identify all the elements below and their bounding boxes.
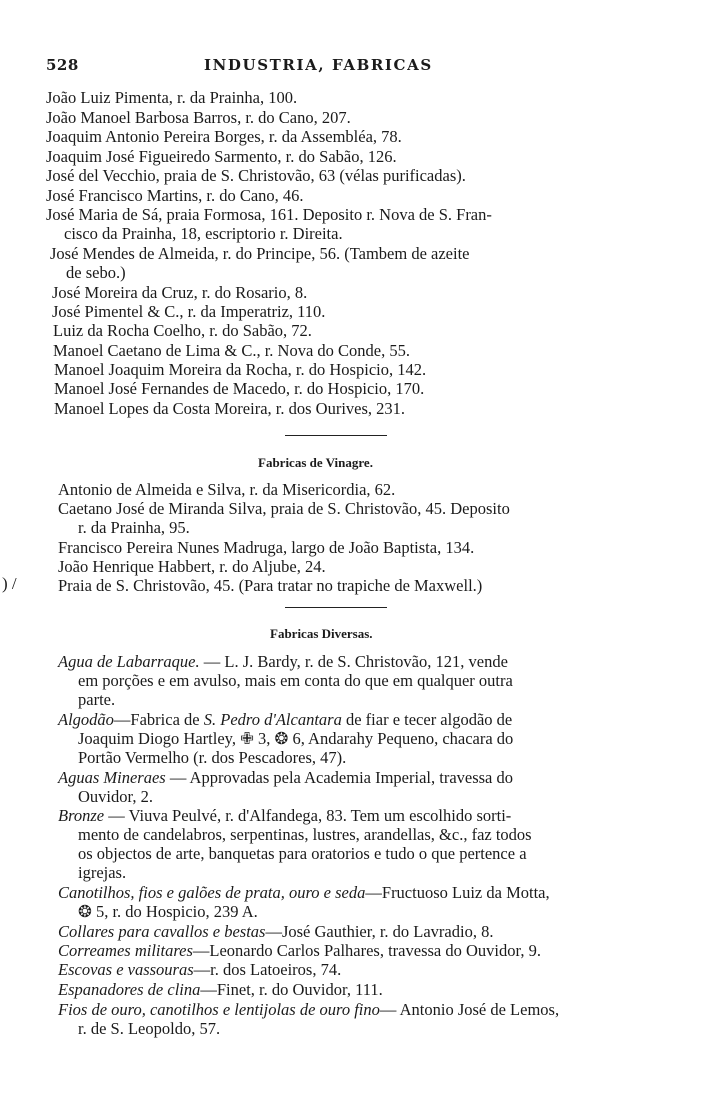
list-item: Manoel Caetano de Lima & C., r. Nova do Conde, 55.	[53, 341, 410, 360]
list-item: Manoel Lopes da Costa Moreira, r. dos Ourives, 231.	[54, 399, 406, 418]
section-divider	[285, 607, 387, 608]
list-item-continuation: em porções e em avulso, mais em conta do que em qualquer outra	[78, 671, 513, 690]
list-item: Joaquim José Figueiredo Sarmento, r. do Sabão, 126.	[46, 147, 397, 166]
list-item: Aguas Mineraes — Approvadas pela Academia Imperial, travessa do	[58, 768, 514, 787]
list-item: Agua de Labarraque. — L. J. Bardy, r. de S. Christovão, 121, vende	[58, 652, 508, 671]
page-header	[46, 56, 656, 80]
list-item: João Manoel Barbosa Barros, r. do Cano, 207.	[46, 108, 351, 127]
list-item: Manoel José Fernandes de Macedo, r. do Hospicio, 170.	[54, 379, 425, 398]
list-item: Praia de S. Christovão, 45. (Para tratar no trapiche de Maxwell.)	[58, 576, 483, 595]
list-item: Collares para cavallos e bestas—José Gauthier, r. do Lavradio, 8.	[58, 922, 494, 941]
list-item: Luiz da Rocha Coelho, r. do Sabão, 72.	[53, 321, 312, 340]
entry-label: Correames militares	[58, 941, 193, 960]
list-item-continuation: r. da Prainha, 95.	[78, 518, 190, 537]
list-item: Fios de ouro, canotilhos e lentijolas de ouro fino— Antonio José de Lemos,	[58, 1000, 560, 1019]
list-item: Bronze — Viuva Peulvé, r. d'Alfandega, 83. Tem um escolhido sorti-	[58, 806, 512, 825]
list-item-continuation: Joaquim Diogo Hartley, ✙ 3, ❂ 6, Andarahy Pequeno, chacara do	[78, 729, 514, 748]
list-item: Francisco Pereira Nunes Madruga, largo de João Baptista, 134.	[58, 538, 475, 557]
entry-label: Agua de Labarraque.	[58, 652, 200, 671]
list-item: Espanadores de clina—Finet, r. do Ouvidor, 111.	[58, 980, 383, 999]
list-item-continuation: Ouvidor, 2.	[78, 787, 153, 806]
list-item-continuation: mento de candelabros, serpentinas, lustres, arandellas, &c., faz todos	[78, 825, 532, 844]
list-item: José Francisco Martins, r. do Cano, 46.	[46, 186, 304, 205]
list-item: Correames militares—Leonardo Carlos Palhares, travessa do Ouvidor, 9.	[58, 941, 541, 960]
list-item: João Luiz Pimenta, r. da Prainha, 100.	[46, 88, 298, 107]
list-item: Algodão—Fabrica de S. Pedro d'Alcantara de fiar e tecer algodão de	[58, 710, 513, 729]
entry-label: Espanadores de clina	[58, 980, 201, 999]
entry-label: Bronze	[58, 806, 105, 825]
list-item-continuation: de sebo.)	[66, 263, 126, 282]
section-heading-vinagre: Fabricas de Vinagre.	[258, 455, 373, 470]
list-item: Escovas e vassouras—r. dos Latoeiros, 74.	[58, 960, 342, 979]
section-heading-diversas: Fabricas Diversas.	[270, 626, 373, 641]
list-item-continuation: igrejas.	[78, 863, 127, 882]
list-item-continuation: Portão Vermelho (r. dos Pescadores, 47).	[78, 748, 347, 767]
list-item: João Henrique Habbert, r. do Aljube, 24.	[58, 557, 326, 576]
entry-label: Algodão	[58, 710, 114, 729]
list-item-continuation: os objectos de arte, banquetas para oratorios e tudo o que pertence a	[78, 844, 527, 863]
list-item: Caetano José de Miranda Silva, praia de S. Christovão, 45. Deposito	[58, 499, 510, 518]
entry-label: Escovas e vassouras	[58, 960, 194, 979]
list-item: José Moreira da Cruz, r. do Rosario, 8.	[52, 283, 308, 302]
margin-mark: ) /	[2, 574, 17, 593]
list-item: José del Vecchio, praia de S. Christovão, 63 (vélas purificadas).	[46, 166, 466, 185]
list-item: José Mendes de Almeida, r. do Principe, 56. (Tambem de azeite	[50, 244, 470, 263]
list-item: Joaquim Antonio Pereira Borges, r. da Assembléa, 78.	[46, 127, 402, 146]
section-divider	[285, 435, 387, 436]
entry-label: Canotilhos, fios e galões de prata, ouro e seda	[58, 883, 366, 902]
list-item-continuation: parte.	[78, 690, 116, 709]
list-item-continuation: ❂ 5, r. do Hospicio, 239 A.	[78, 902, 258, 921]
list-item-continuation: r. de S. Leopoldo, 57.	[78, 1019, 221, 1038]
entry-label: Aguas Mineraes	[58, 768, 166, 787]
entry-label: Collares para cavallos e bestas	[58, 922, 266, 941]
list-item: José Pimentel & C., r. da Imperatriz, 110.	[52, 302, 326, 321]
page-number: 528	[46, 56, 79, 74]
running-title: INDUSTRIA, FABRICAS	[204, 56, 433, 74]
list-item: Manoel Joaquim Moreira da Rocha, r. do Hospicio, 142.	[54, 360, 427, 379]
list-item-continuation: cisco da Prainha, 18, escriptorio r. Direita.	[64, 224, 343, 243]
entry-label: Fios de ouro, canotilhos e lentijolas de ouro fino	[58, 1000, 380, 1019]
list-item: José Maria de Sá, praia Formosa, 161. Deposito r. Nova de S. Fran-	[46, 205, 492, 224]
list-item: Antonio de Almeida e Silva, r. da Misericordia, 62.	[58, 480, 396, 499]
list-item: Canotilhos, fios e galões de prata, ouro e seda—Fructuoso Luiz da Motta,	[58, 883, 550, 902]
